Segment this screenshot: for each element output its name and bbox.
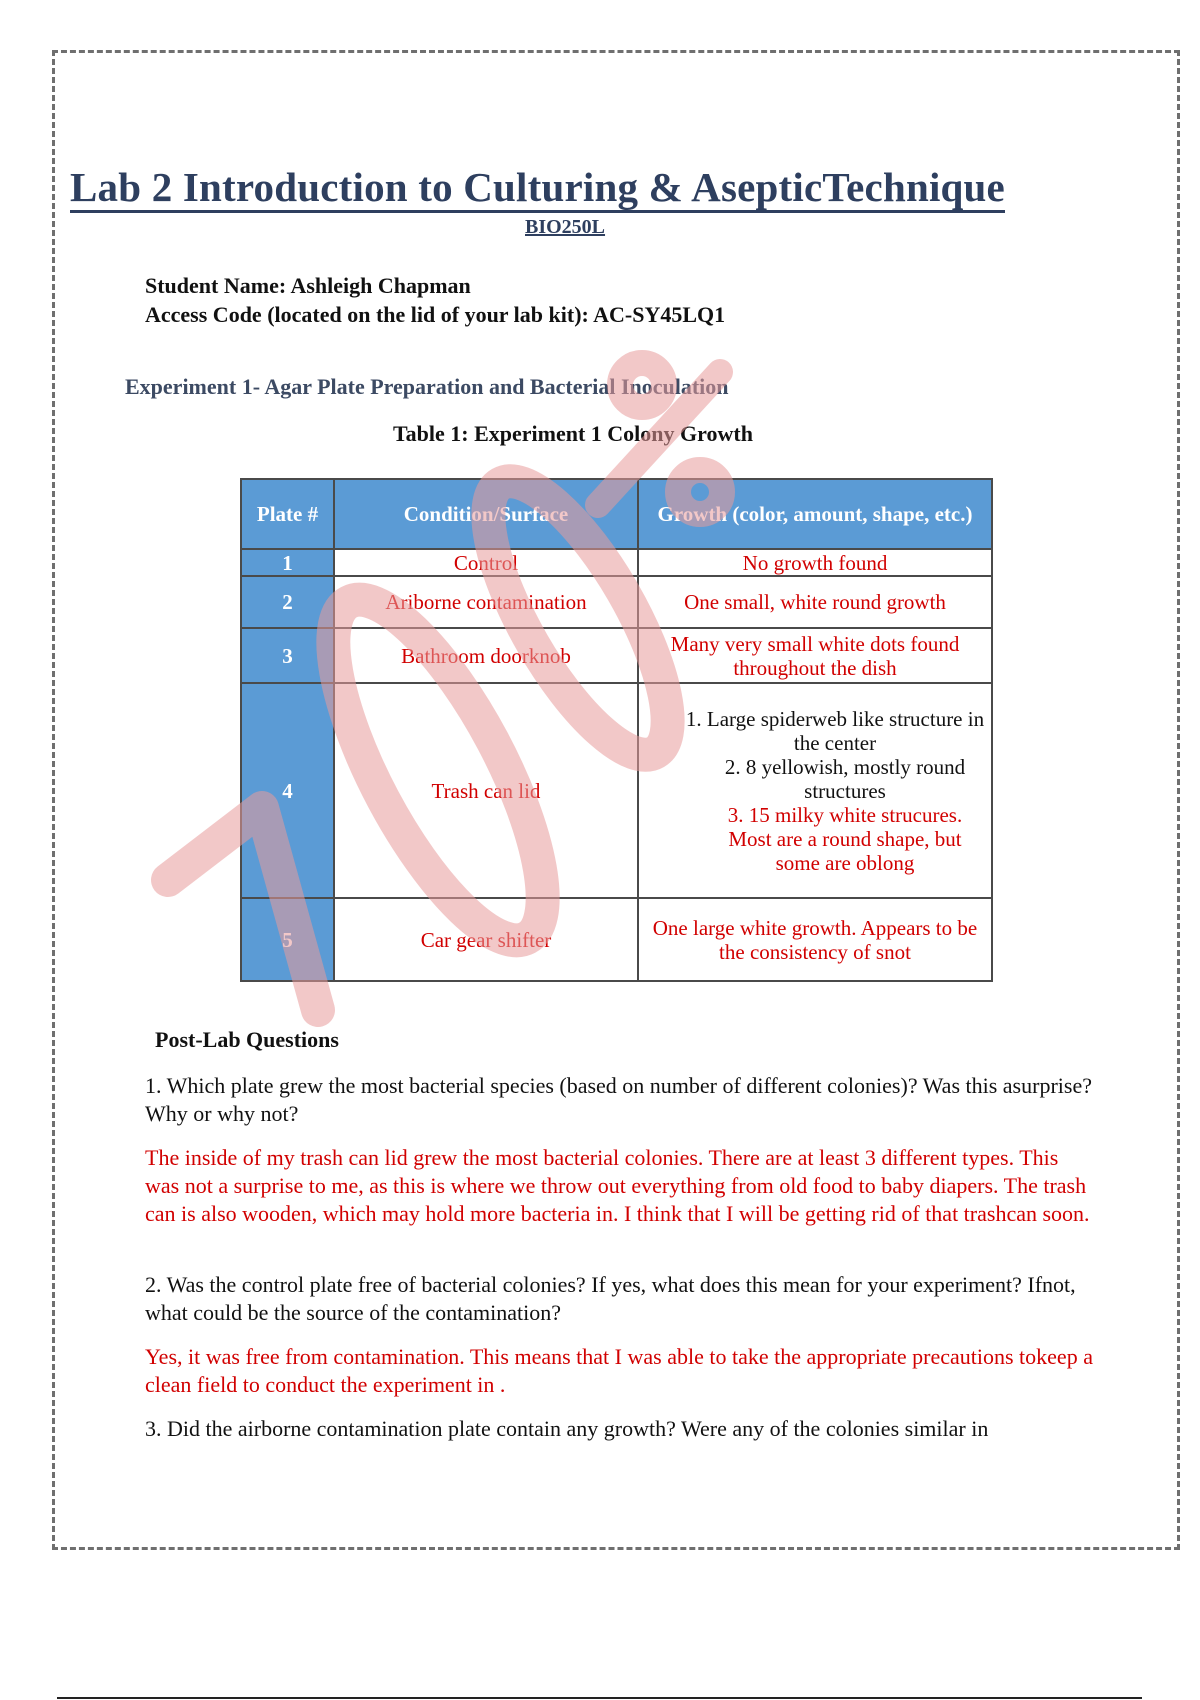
condition-cell: Control [334,549,638,576]
answer-2: Yes, it was free from contamination. This means that I was able to take the appropriate precautions tokeep a clean field to conduct the experiment in . [145,1344,1093,1397]
table-row [241,628,992,683]
access-code: Access Code (located on the lid of your lab kit): AC-SY45LQ1 [145,302,726,327]
table-header-row [241,479,992,549]
growth-list-item: 3. 15 milky white strucures. Most are a round shape, but some are oblong [727,802,963,875]
student-info [145,271,725,329]
header-plate: Plate # [241,479,334,549]
growth-cell: No growth found [638,549,992,576]
growth-cell: One small, white round growth [638,576,992,628]
document-title: Lab 2 Introduction to Culturing & AsepticTechnique [70,164,1005,213]
plate-number: 1 [241,549,334,576]
question-2: 2. Was the control plate free of bacterial colonies? If yes, what does this mean for your experiment? Ifnot, what could be the source of the contamination? [145,1272,1076,1325]
condition-cell: Bathroom doorknob [334,628,638,683]
growth-cell: Many very small white dots found throughout the dish [638,628,992,683]
table-row [241,898,992,981]
condition-cell: Ariborne contamination [334,576,638,628]
answer-1: The inside of my trash can lid grew the most bacterial colonies. There are at least 3 different types. This was not a surprise to me, as this is where we throw out everything from old food to baby diapers. The trash can is also wooden, which may hold more bacteria in. I think that I will be getting rid of that trashcan soon. [145,1145,1090,1226]
experiment-heading: Experiment 1- Agar Plate Preparation and Bacterial Inoculation [125,374,729,399]
post-lab-heading: Post-Lab Questions [155,1027,339,1052]
table-caption: Table 1: Experiment 1 Colony Growth [393,421,753,446]
table-row [241,576,992,628]
header-condition: Condition/Surface [334,479,638,549]
condition-cell: Car gear shifter [334,898,638,981]
table-row [241,683,992,898]
plate-number: 3 [241,628,334,683]
course-code: BIO250L [525,216,606,238]
header-growth: Growth (color, amount, shape, etc.) [638,479,992,549]
growth-list-item: 1. Large spiderweb like structure in the center [685,706,985,755]
question-1: 1. Which plate grew the most bacterial species (based on number of different colonies)? Was this asurprise? Why or why not? [145,1073,1092,1126]
plate-number: 2 [241,576,334,628]
plate-number: 4 [241,683,334,898]
question-3: 3. Did the airborne contamination plate contain any growth? Were any of the colonies similar in [145,1416,989,1441]
condition-cell: Trash can lid [334,683,638,898]
colony-growth-table [240,478,993,982]
growth-list-item: 2. 8 yellowish, mostly round structures [724,754,966,803]
page-divider [57,1697,1142,1699]
growth-list-cell [638,683,992,898]
growth-cell: One large white growth. Appears to be the consistency of snot [638,898,992,981]
student-name: Student Name: Ashleigh Chapman [145,273,471,298]
table-row [241,549,992,576]
plate-number: 5 [241,898,334,981]
